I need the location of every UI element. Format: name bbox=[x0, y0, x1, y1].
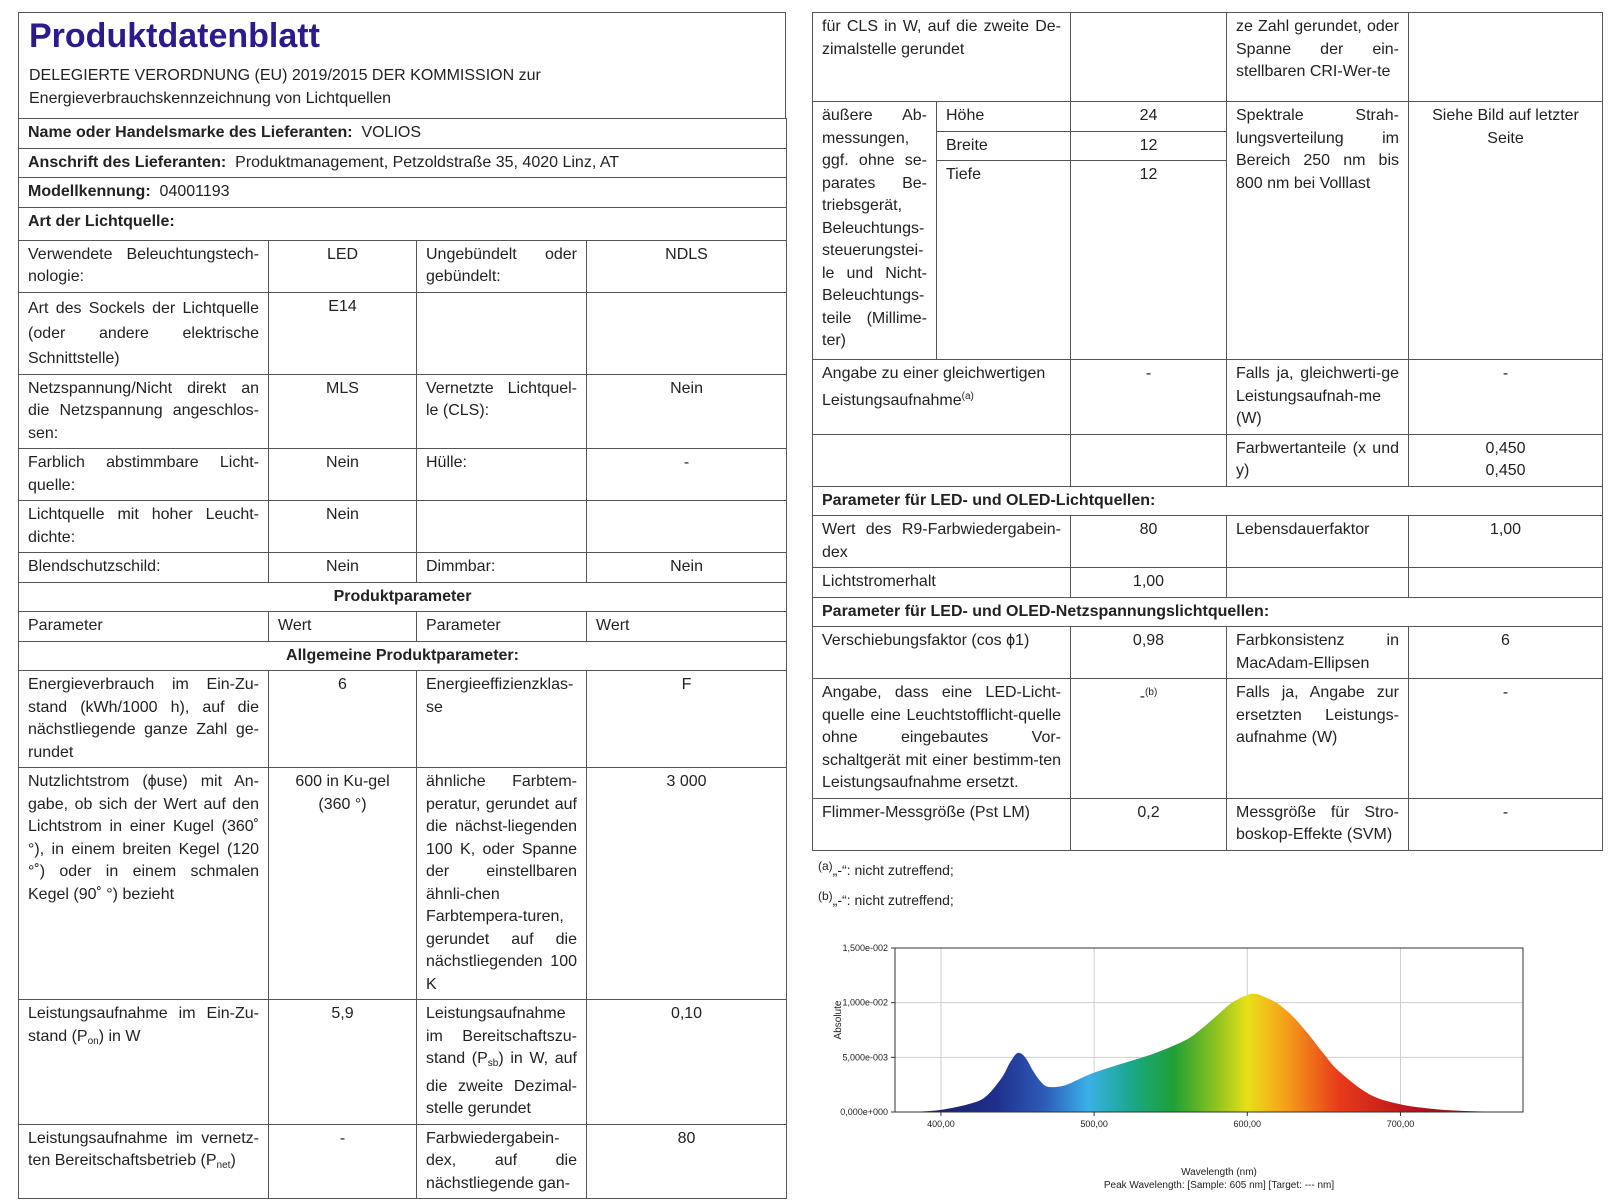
param-label: Energieeffizienzklas-se bbox=[417, 671, 587, 768]
x-tick-label: 700,00 bbox=[1386, 1119, 1415, 1129]
product-datasheet-table bbox=[18, 118, 787, 1199]
table-row bbox=[813, 516, 1603, 568]
model-label: Modellkennung: bbox=[28, 183, 151, 200]
supplier-name-row bbox=[19, 119, 787, 149]
param-label: Hülle: bbox=[417, 449, 587, 501]
param-value: 0,2 bbox=[1071, 798, 1227, 850]
y-tick-label: 0,000e+000 bbox=[840, 1107, 888, 1117]
table-row bbox=[813, 102, 1603, 132]
param-label: Lebensdauerfaktor bbox=[1227, 516, 1409, 568]
product-params-heading: Produktparameter bbox=[19, 582, 787, 612]
table-row bbox=[19, 1000, 787, 1125]
param-label bbox=[417, 292, 587, 374]
param-value: 1,00 bbox=[1409, 516, 1603, 568]
table-row bbox=[813, 568, 1603, 598]
param-value: Nein bbox=[269, 449, 417, 501]
param-value: - bbox=[587, 449, 787, 501]
param-value: 600 in Ku-gel (360 °) bbox=[269, 768, 417, 1000]
product-params-heading-row bbox=[19, 582, 787, 612]
param-label: Verwendete Beleuchtungstech-nologie: bbox=[19, 240, 269, 292]
light-source-type-label: Art der Lichtquelle: bbox=[19, 207, 787, 240]
spectrum-plot bbox=[823, 940, 1583, 1190]
param-label: Angabe, dass eine LED-Licht-quelle eine Leuchtstofflicht-quelle ohne eingebautes Vor-schaltgerät mit einer bestimm-ten Leistungsaufnahme ersetzt. bbox=[813, 679, 1071, 799]
height-label: Höhe bbox=[937, 102, 1071, 132]
height-value: 24 bbox=[1071, 102, 1227, 132]
dimensions-label: äußere Ab-messungen, ggf. ohne se-parates Be-triebsgerät, Beleuchtungs-steuerungstei-le und Nicht-Beleuchtungs-teile (Millime-ter) bbox=[813, 102, 937, 360]
x-tick-label: 400,00 bbox=[927, 1119, 955, 1129]
param-label: Vernetzte Lichtquel-le (CLS): bbox=[417, 374, 587, 449]
param-label: Leistungsaufnahme im Ein-Zu-stand $(P_{on})$ in W bbox=[19, 1000, 269, 1125]
param-value: Nein bbox=[269, 501, 417, 553]
param-label: Falls ja, gleichwerti-ge Leistungsaufnah-me (W) bbox=[1227, 360, 1409, 435]
footnote-b: (b)„-“: nicht zutreffend; bbox=[818, 888, 954, 908]
param-label: Leistungsaufnahme im Bereitschaftszu-stand $(P_{sb})$ in W, auf die zweite Dezimal-stelle gerundet bbox=[417, 1000, 587, 1125]
column-header-row bbox=[19, 612, 787, 642]
param-value: - bbox=[1409, 679, 1603, 799]
table-row bbox=[19, 671, 787, 768]
spectral-distribution-chart bbox=[823, 940, 1583, 1190]
param-value: 5,9 bbox=[269, 1000, 417, 1125]
product-datasheet-table-continued bbox=[812, 12, 1603, 851]
x-axis-label: Wavelength (nm) bbox=[1181, 1167, 1257, 1178]
x-tick-label: 600,00 bbox=[1233, 1119, 1262, 1129]
table-row bbox=[813, 679, 1603, 799]
spectrum-area bbox=[910, 994, 1523, 1112]
table-row bbox=[813, 360, 1603, 435]
param-label: Nutzlichtstrom (ϕuse) mit An-gabe, ob sich der Wert auf den Lichtstrom in einer Kugel (360˚ °), in einem breiten Kegel (120 °˚) oder in einem schmalen Kegel (90˚ °) bezieht bbox=[19, 768, 269, 1000]
param-value: - bbox=[1409, 360, 1603, 435]
supplier-address-label: Anschrift des Lieferanten: bbox=[28, 153, 227, 171]
param-label: Energieverbrauch im Ein-Zu-stand (kWh/1000 h), auf die nächstliegende ganze Zahl ge-rundet bbox=[19, 671, 269, 768]
depth-label: Tiefe bbox=[937, 161, 1071, 360]
right-column bbox=[812, 12, 1602, 913]
param-value: 80 bbox=[1071, 516, 1227, 568]
param-label: Farblich abstimmbare Licht-quelle: bbox=[19, 449, 269, 501]
spectral-label: Spektrale Strah-lungsverteilung im Bereich 250 nm bis 800 nm bei Volllast bbox=[1227, 102, 1409, 360]
footnote-a: (a)„-“: nicht zutreffend; bbox=[818, 858, 954, 878]
param-value: 0,98 bbox=[1071, 627, 1227, 679]
table-row bbox=[19, 501, 787, 553]
param-label: Farbwertanteile (x und y) bbox=[1227, 434, 1409, 486]
chart-caption: Peak Wavelength: [Sample: 605 nm] [Target: --- nm] bbox=[1103, 1180, 1335, 1190]
depth-value: 12 bbox=[1071, 161, 1227, 360]
param-label: Leistungsaufnahme im vernetz-ten Bereitschaftsbetrieb $(P_{net})$ bbox=[19, 1124, 269, 1199]
table-row bbox=[19, 240, 787, 292]
param-value: -$^{(b)}$ bbox=[1071, 679, 1227, 799]
param-label bbox=[417, 501, 587, 553]
mains-heading-row bbox=[813, 597, 1603, 627]
param-value bbox=[587, 501, 787, 553]
led-heading: Parameter für LED- und OLED-Lichtquellen: bbox=[813, 486, 1603, 516]
param-label: Flimmer-Messgröße (Pst LM) bbox=[813, 798, 1071, 850]
param-label: Wert des R9-Farbwiedergabein-dex bbox=[813, 516, 1071, 568]
column-header-parameter: Parameter bbox=[19, 612, 269, 642]
param-label: Dimmbar: bbox=[417, 553, 587, 583]
param-label: Verschiebungsfaktor (cos ϕ1) bbox=[813, 627, 1071, 679]
table-row bbox=[19, 374, 787, 449]
table-row bbox=[19, 1124, 787, 1199]
param-label: Art des Sockels der Lichtquelle (oder andere elektrische Schnittstelle) bbox=[19, 292, 269, 374]
chart-area-layer bbox=[910, 994, 1523, 1112]
y-tick-label: 5,000e-003 bbox=[842, 1052, 888, 1063]
param-value: 1,00 bbox=[1071, 568, 1227, 598]
param-value: E14 bbox=[269, 292, 417, 374]
param-value: 6 bbox=[1409, 627, 1603, 679]
param-value: F bbox=[587, 671, 787, 768]
left-column bbox=[18, 12, 786, 1199]
param-value bbox=[1071, 13, 1227, 102]
table-row bbox=[19, 292, 787, 374]
table-row bbox=[813, 798, 1603, 850]
supplier-address-value: Produktmanagement, Petzoldstraße 35, 4020 Linz, AT bbox=[235, 153, 620, 171]
y-tick-label: 1,000e-002 bbox=[842, 997, 888, 1008]
param-value: 6 bbox=[269, 671, 417, 768]
param-value: - bbox=[269, 1124, 417, 1199]
param-value: 80 bbox=[587, 1124, 787, 1199]
table-row bbox=[813, 13, 1603, 102]
param-value: 0,10 bbox=[587, 1000, 787, 1125]
param-label: Angabe zu einer gleichwertigen Leistungsaufnahme$^{(a)}$ bbox=[813, 360, 1071, 435]
param-value: Nein bbox=[269, 553, 417, 583]
param-value: Nein bbox=[587, 553, 787, 583]
param-label: ähnliche Farbtem-peratur, gerundet auf die nächst-liegenden 100 K, oder Spanne der einstellbaren ähnli-chen Farbtempera-turen, gerundet auf die nächstliegenden 100 K bbox=[417, 768, 587, 1000]
param-label: Netzspannung/Nicht direkt an die Netzspannung angeschlos-sen: bbox=[19, 374, 269, 449]
param-value: LED bbox=[269, 240, 417, 292]
column-header-value: Wert bbox=[587, 612, 787, 642]
param-value: - bbox=[1409, 798, 1603, 850]
param-value: 3 000 bbox=[587, 768, 787, 1000]
param-value: Nein bbox=[587, 374, 787, 449]
supplier-address-row bbox=[19, 148, 787, 178]
param-label: Ungebündelt oder gebündelt: bbox=[417, 240, 587, 292]
param-label: Lichtquelle mit hoher Leucht-dichte: bbox=[19, 501, 269, 553]
width-label: Breite bbox=[937, 131, 1071, 161]
mains-heading: Parameter für LED- und OLED-Netzspannungslichtquellen: bbox=[813, 597, 1603, 627]
light-source-type-row bbox=[19, 207, 787, 240]
table-row bbox=[19, 553, 787, 583]
param-label: Farbkonsistenz in MacAdam-Ellipsen bbox=[1227, 627, 1409, 679]
param-label: Messgröße für Stro-boskop-Effekte (SVM) bbox=[1227, 798, 1409, 850]
param-value: MLS bbox=[269, 374, 417, 449]
column-header-parameter: Parameter bbox=[417, 612, 587, 642]
param-label: Blendschutzschild: bbox=[19, 553, 269, 583]
spectral-value: Siehe Bild auf letzter Seite bbox=[1409, 102, 1603, 360]
led-heading-row bbox=[813, 486, 1603, 516]
param-value: 0,450 0,450 bbox=[1409, 434, 1603, 486]
param-value bbox=[587, 292, 787, 374]
model-row bbox=[19, 178, 787, 208]
param-label: Falls ja, Angabe zur ersetzten Leistungs-aufnahme (W) bbox=[1227, 679, 1409, 799]
model-value: 04001193 bbox=[159, 183, 230, 200]
regulation-text: DELEGIERTE VERORDNUNG (EU) 2019/2015 DER KOMMISSION zur Energieverbrauchskennzeichnung von Lichtquellen bbox=[18, 64, 786, 118]
width-value: 12 bbox=[1071, 131, 1227, 161]
general-params-heading-row bbox=[19, 641, 787, 671]
table-row bbox=[813, 627, 1603, 679]
x-tick-label: 500,00 bbox=[1080, 1119, 1108, 1129]
table-row bbox=[19, 449, 787, 501]
footnotes bbox=[812, 853, 1602, 913]
param-value: NDLS bbox=[587, 240, 787, 292]
param-label: Farbwiedergabein-dex, auf die nächstliegende gan- bbox=[417, 1124, 587, 1199]
table-row bbox=[19, 768, 787, 1000]
param-value bbox=[1409, 13, 1603, 102]
document-title: Produktdatenblatt bbox=[18, 12, 786, 64]
param-label: Lichtstromerhalt bbox=[813, 568, 1071, 598]
table-row bbox=[813, 434, 1603, 486]
general-params-heading: Allgemeine Produktparameter: bbox=[19, 641, 787, 671]
param-value: - bbox=[1071, 360, 1227, 435]
y-axis-label: Absolute bbox=[833, 1000, 844, 1040]
supplier-name-label: Name oder Handelsmarke des Lieferanten: bbox=[28, 124, 353, 141]
param-label: ze Zahl gerundet, oder Spanne der ein-stellbaren CRI-Wer-te bbox=[1227, 13, 1409, 102]
param-label: für CLS in W, auf die zweite De-zimalstelle gerundet bbox=[813, 13, 1071, 102]
y-tick-label: 1,500e-002 bbox=[842, 943, 888, 953]
column-header-value: Wert bbox=[269, 612, 417, 642]
supplier-name-value: VOLIOS bbox=[361, 124, 422, 141]
